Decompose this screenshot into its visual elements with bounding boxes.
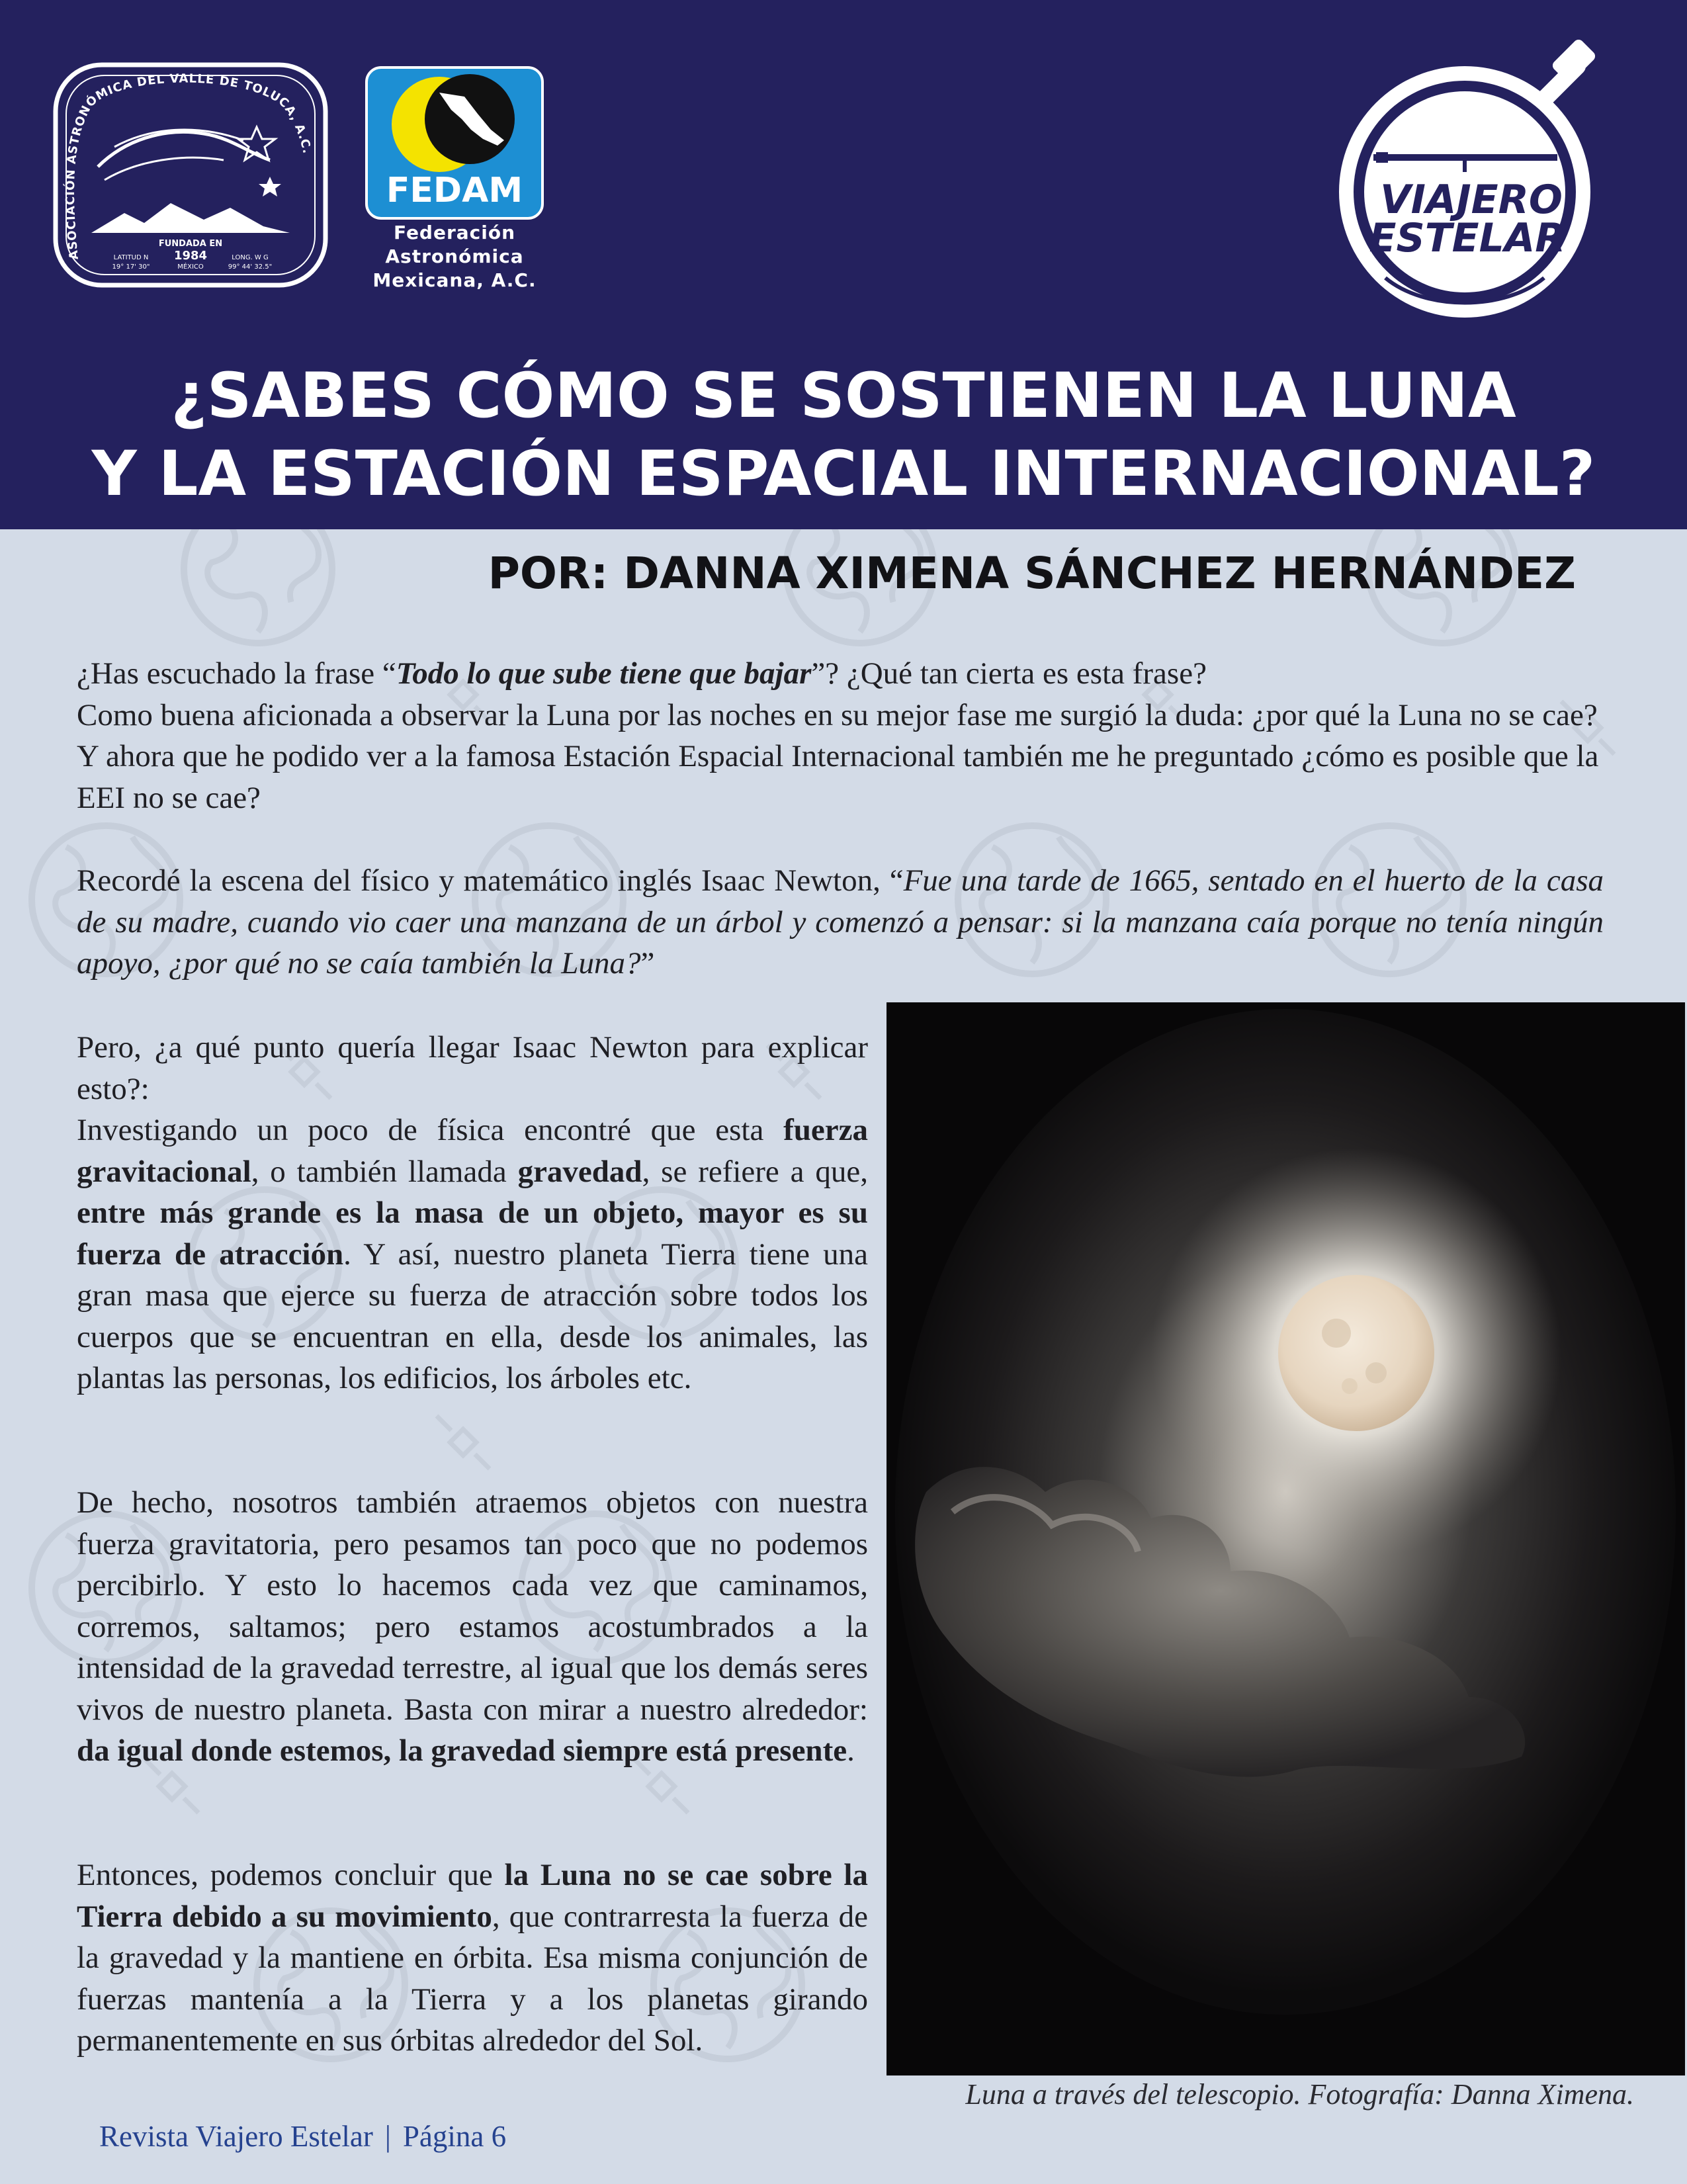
page-title <box>40 357 1647 513</box>
fedam-caption-line1: Federación <box>393 222 516 243</box>
footer-page-number: Página 6 <box>402 2120 507 2153</box>
p1-text-c: ”? ¿Qué tan cierta es esta frase? <box>811 656 1207 691</box>
full-moon-photo <box>887 1002 1685 2075</box>
p3-text-c: ” <box>640 946 655 981</box>
title-line-1: ¿SABES CÓMO SE SOSTIENEN LA LUNA <box>171 360 1516 432</box>
p5-text-e: , se refiere a que, <box>642 1154 868 1189</box>
paragraph-gravity <box>77 1027 868 1399</box>
p7-text-a: Entonces, podemos concluir que <box>77 1858 505 1892</box>
fedam-caption-line3: Mexicana, A.C. <box>372 269 537 291</box>
viajero-line1: VIAJERO <box>1380 177 1563 223</box>
photo-caption: Luna a través del telescopio. Fotografía: Danna Ximena. <box>965 2078 1634 2111</box>
avt-lat-value: 19° 17' 30" <box>112 263 150 271</box>
footer-magazine: Revista Viajero Estelar <box>99 2120 373 2153</box>
author-byline: POR: DANNA XIMENA SÁNCHEZ HERNÁNDEZ <box>488 548 1576 599</box>
p2-text: Como buena aficionada a observar la Luna por las noches en su mejor fase me surgió la duda: ¿por qué la Luna no se cae? Y ahora que he podido ver a la famosa Estación Espacial Internacional también me he preguntado ¿cómo es posible que la EEI no se cae? <box>77 697 1599 815</box>
paragraph-newton <box>77 860 1604 984</box>
title-line-2: Y LA ESTACIÓN ESPACIAL INTERNACIONAL? <box>91 438 1596 510</box>
fedam-caption-line2: Astronómica <box>385 245 524 267</box>
avt-ring-text: ASOCIACIÓN ASTRONÓMICA DEL VALLE DE TOLUCA, A.C. <box>63 71 314 261</box>
avt-long-label: LONG. W G <box>232 254 269 261</box>
viajero-line2: ESTELAR <box>1369 215 1566 261</box>
p5-bold-f: entre más grande es la masa de un objeto, mayor es su fuerza de atracción <box>77 1196 868 1272</box>
fedam-caption <box>351 221 558 292</box>
p6-bold-b: da igual donde estemos, la gravedad siempre está presente <box>77 1733 847 1768</box>
header-band <box>0 0 1687 529</box>
avt-long-value: 99° 44' 32.5" <box>228 263 273 271</box>
paragraph-intro <box>77 653 1604 818</box>
p6-text-a: De hecho, nosotros también atraemos objetos con nuestra fuerza gravitatoria, pero pesamos tan poco que no podemos percibirlo. Y esto lo hacemos cada vez que caminamos, corremos, saltamos; pero estamos acostumbrados a la intensidad de la gravedad terrestre, al igual que los demás seres vivos de nuestro planeta. Basta con mirar a nuestro alrededor: <box>77 1485 868 1727</box>
p5-bold-b: fuerza gravitacional <box>77 1113 868 1189</box>
p5-text-g: . Y así, nuestro planeta Tierra tiene una gran masa que ejerce su fuerza de atracción sobre todos los cuerpos que se encuentran en ella, desde los animales, las plantas las personas, los edificios, los árboles etc. <box>77 1237 868 1395</box>
paragraph-attraction <box>77 1482 868 1772</box>
avt-founded-year: 1984 <box>173 249 208 263</box>
p4-text: Pero, ¿a qué punto quería llegar Isaac Newton para explicar esto?: <box>77 1030 868 1106</box>
fedam-name: FEDAM <box>386 171 523 210</box>
p1-text-a: ¿Has escuchado la frase “ <box>77 656 396 691</box>
p1-quote: Todo lo que sube tiene que bajar <box>396 656 812 691</box>
p6-text-c: . <box>847 1733 855 1768</box>
p3-quote: Fue una tarde de 1665, sentado en el huerto de la casa de su madre, cuando vio caer una manzana de un árbol y comenzó a pensar: si la manzana caía porque no tenía ningún apoyo, ¿por qué no se caía también la Luna? <box>77 863 1604 981</box>
page-footer <box>99 2119 506 2154</box>
footer-separator: | <box>384 2120 391 2153</box>
p7-text-c: , que contrarresta la fuerza de la gravedad y la mantiene en órbita. Esa misma conjunción de fuerzas mantenía a la Tierra y a los planetas girando permanentemente en sus órbitas alrededor del Sol. <box>77 1899 868 2058</box>
avt-country: MÉXICO <box>177 263 204 271</box>
avt-lat-label: LATITUD N <box>113 254 149 261</box>
avt-founded-label: FUNDADA EN <box>158 239 223 249</box>
p5-text-a: Investigando un poco de física encontré que esta <box>77 1113 784 1147</box>
p3-text-a: Recordé la escena del físico y matemático inglés Isaac Newton, “ <box>77 863 904 898</box>
fedam-logo-icon <box>365 66 544 220</box>
paragraph-conclusion <box>77 1855 868 2062</box>
p5-text-c: , o también llamada <box>251 1154 518 1189</box>
magnifier-telescope-icon <box>1326 40 1617 331</box>
p7-bold-b: la Luna no se cae sobre la Tierra debido a su movimiento <box>77 1858 868 1934</box>
avt-seal-icon <box>52 61 329 289</box>
p5-bold-d: gravedad <box>517 1154 642 1189</box>
